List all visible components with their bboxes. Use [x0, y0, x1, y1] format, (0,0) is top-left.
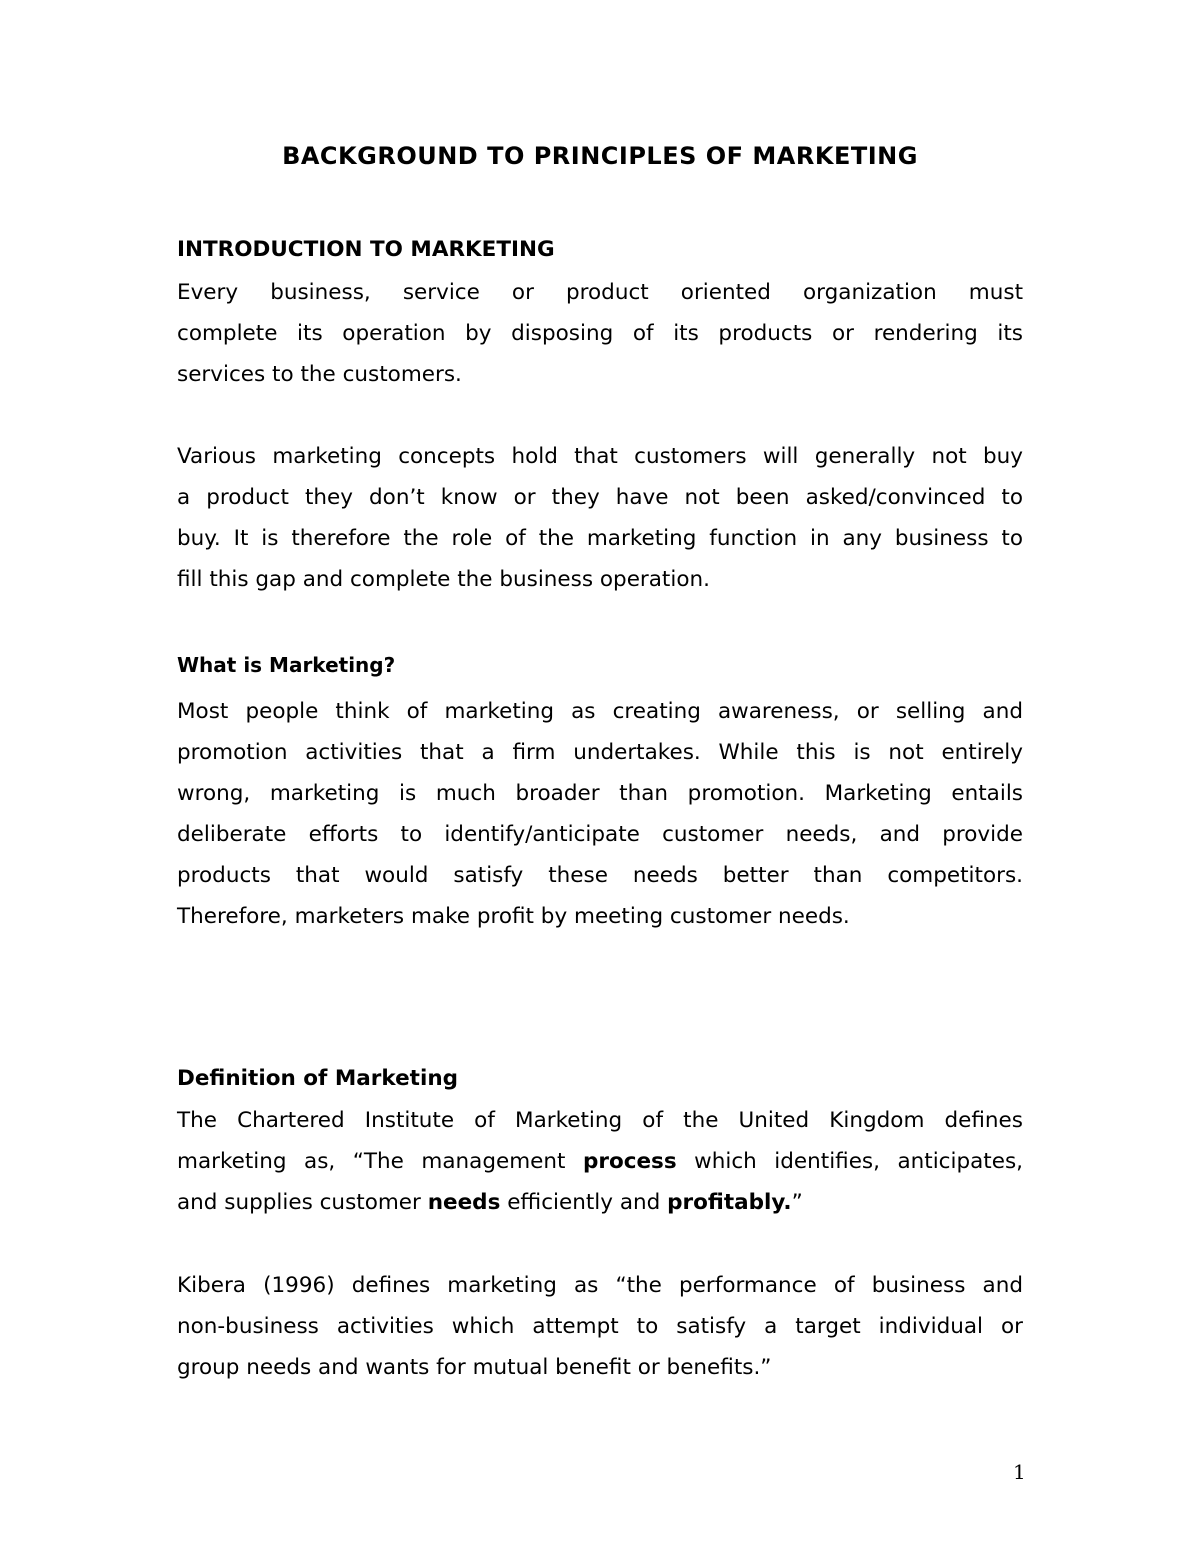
- paragraph-line: wrong, marketing is much broader than promotion. Marketing entails: [177, 781, 1023, 806]
- paragraph-what-is-marketing: [177, 691, 1023, 937]
- paragraph-line: products that would satisfy these needs better than competitors.: [177, 863, 1023, 888]
- paragraph-line: services to the customers.: [177, 362, 462, 387]
- text-run: and supplies customer: [177, 1190, 428, 1215]
- paragraph-line: deliberate efforts to identify/anticipate customer needs, and provide: [177, 822, 1023, 847]
- section-heading-definition: Definition of Marketing: [177, 1066, 459, 1091]
- paragraph-kibera-definition: [177, 1265, 1023, 1388]
- paragraph-line: Kibera (1996) defines marketing as “the performance of business and: [177, 1273, 1023, 1298]
- paragraph-line: The Chartered Institute of Marketing of the United Kingdom defines: [177, 1108, 1023, 1133]
- paragraph-line: [177, 1182, 1023, 1223]
- paragraph-line: [177, 1141, 1023, 1182]
- paragraph-line: Every business, service or product oriented organization must: [177, 280, 1023, 305]
- paragraph-line: Various marketing concepts hold that customers will generally not buy: [177, 444, 1023, 469]
- text-run: ”: [791, 1190, 803, 1215]
- paragraph-line: a product they don’t know or they have not been asked/convinced to: [177, 485, 1023, 510]
- section-heading-introduction: INTRODUCTION TO MARKETING: [177, 237, 555, 262]
- text-run: which identifies, anticipates,: [676, 1149, 1023, 1174]
- paragraph-line: promotion activities that a firm undertakes. While this is not entirely: [177, 740, 1023, 765]
- paragraph-marketing-concepts: [177, 436, 1023, 600]
- text-run: marketing as, “The management: [177, 1149, 583, 1174]
- paragraph-line: fill this gap and complete the business operation.: [177, 567, 710, 592]
- page-number: 1: [1013, 1460, 1026, 1484]
- emphasis-profitably: profitably.: [667, 1190, 792, 1215]
- emphasis-needs: needs: [427, 1190, 501, 1215]
- section-heading-what-is-marketing: What is Marketing?: [177, 653, 396, 677]
- paragraph-line: Most people think of marketing as creating awareness, or selling and: [177, 699, 1023, 724]
- paragraph-line: non-business activities which attempt to satisfy a target individual or: [177, 1314, 1023, 1339]
- text-run: efficiently and: [500, 1190, 668, 1215]
- paragraph-line: complete its operation by disposing of its products or rendering its: [177, 321, 1023, 346]
- paragraph-line: group needs and wants for mutual benefit or benefits.”: [177, 1355, 772, 1380]
- document-title: BACKGROUND TO PRINCIPLES OF MARKETING: [282, 142, 918, 170]
- paragraph-line: buy. It is therefore the role of the marketing function in any business to: [177, 526, 1023, 551]
- paragraph-line: Therefore, marketers make profit by meeting customer needs.: [177, 904, 850, 929]
- paragraph-cim-definition: [177, 1100, 1023, 1223]
- paragraph-introduction: [177, 272, 1023, 395]
- emphasis-process: process: [582, 1149, 677, 1174]
